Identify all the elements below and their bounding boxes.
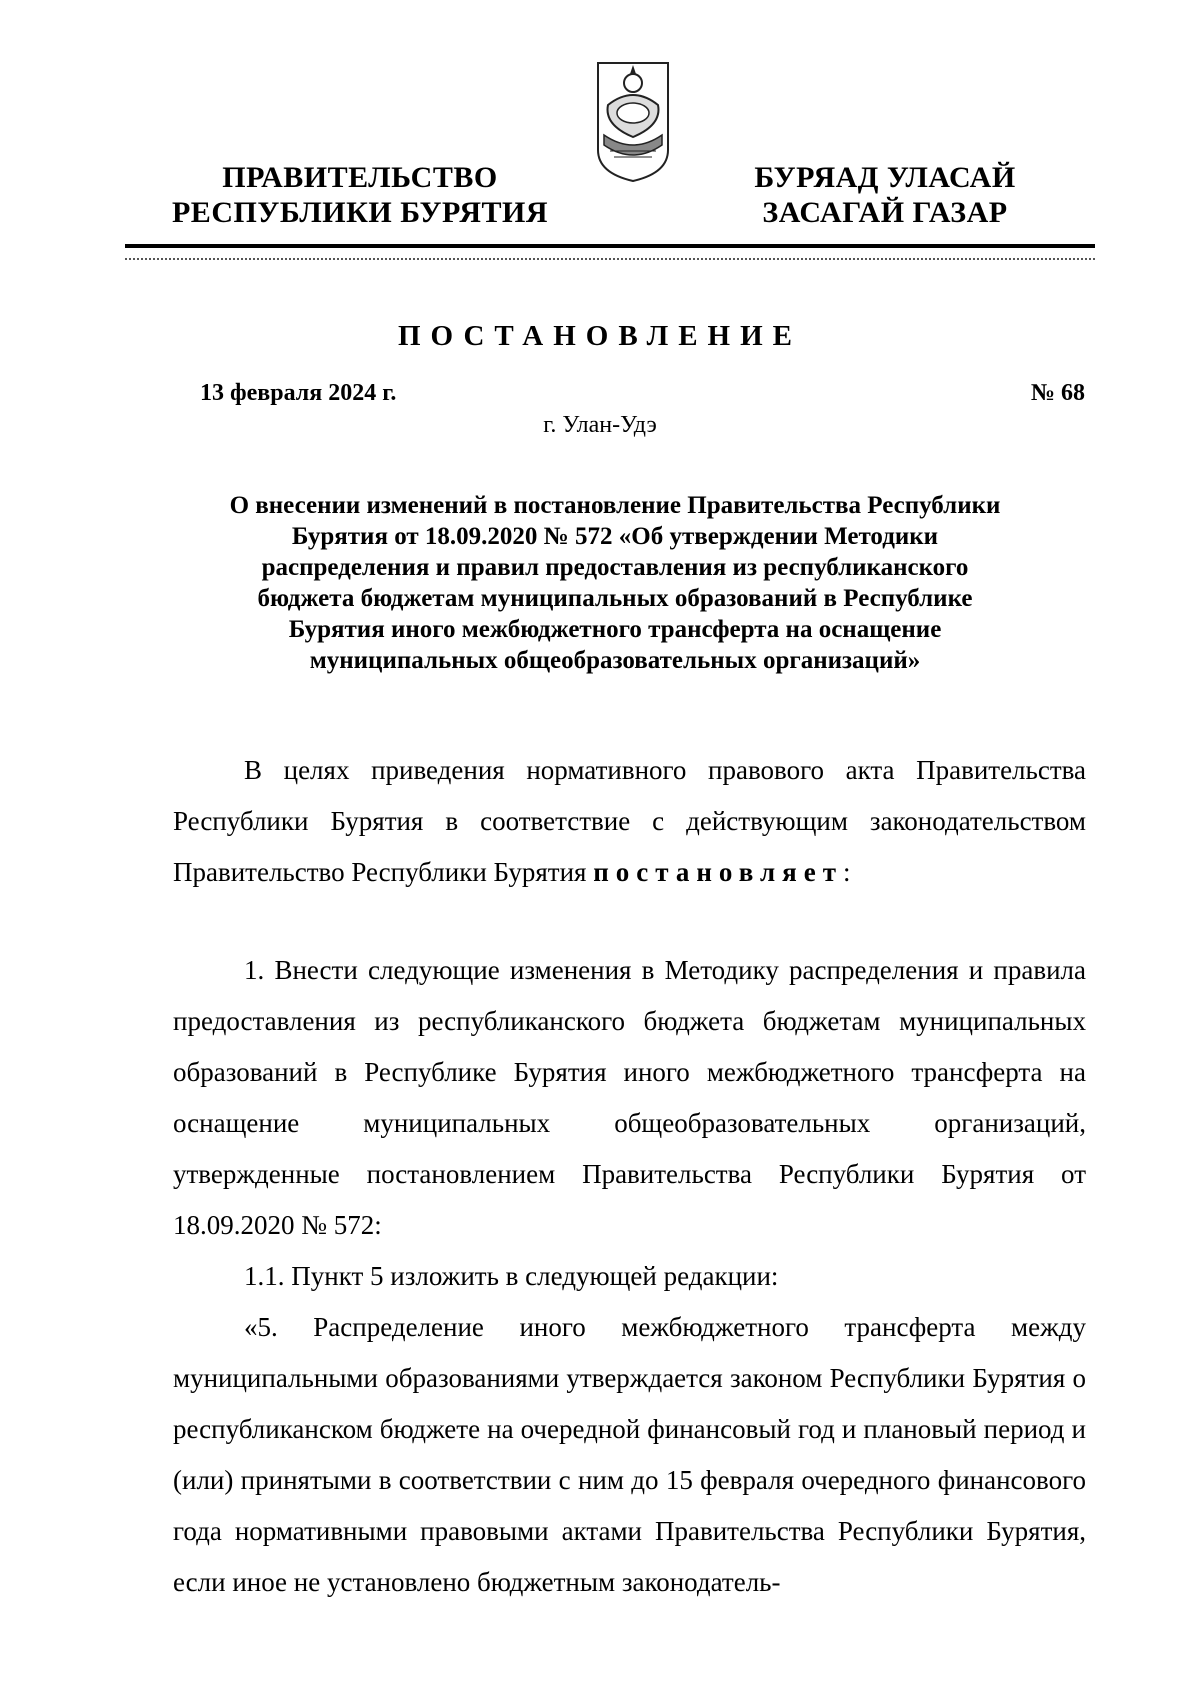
body-paragraph: 1.1. Пункт 5 изложить в следующей редакции: [244, 1261, 779, 1291]
document-number: № 68 [1030, 380, 1085, 406]
coat-of-arms-icon [590, 55, 676, 185]
body-paragraph: «5. Распределение иного межбюджетного трансферта между муниципальными образованиями утверждается законом Республики Бурятия о республиканском бюджете на очередной финансовый год и плановый период и (или) принятыми в соответствии с ним до 15 февраля очередного финансового года нормативными правовыми актами Правительства Республики Бурятия, если иное не установлено бюджетным законодатель- [173, 1312, 1086, 1597]
subject-line: распределения и правил предоставления из республиканского [261, 554, 969, 581]
subject-line: Бурятия иного межбюджетного трансферта на оснащение [288, 616, 942, 643]
document-body [173, 945, 1086, 1608]
document-type: ПОСТАНОВЛЕНИЕ [397, 320, 802, 352]
government-name-line1: ПРАВИТЕЛЬСТВО [222, 161, 498, 194]
subject-line: бюджета бюджетам муниципальных образований в Республике [257, 585, 973, 612]
government-name-bua [730, 160, 1040, 230]
decision-word: постановляет [593, 857, 843, 887]
subject-line: муниципальных общеобразовательных организаций» [309, 647, 921, 674]
header-divider [125, 244, 1095, 248]
document-subject [160, 490, 1070, 676]
document-city: г. Улан-Удэ [543, 412, 657, 438]
subject-line: О внесении изменений в постановление Правительства Республики [229, 492, 1001, 519]
government-name-bua-line2: ЗАСАГАЙ ГАЗАР [762, 196, 1008, 229]
preamble [173, 745, 1086, 898]
subject-line: Бурятия от 18.09.2020 № 572 «Об утверждении Методики [291, 523, 939, 550]
preamble-colon: : [842, 857, 851, 887]
preamble-text: В целях приведения нормативного правового акта Правительства Республики Бурятия в соответствие с действующим законодательством Правительство Республики Бурятия [173, 755, 1086, 887]
government-name-ru [170, 160, 550, 230]
government-name-line2: РЕСПУБЛИКИ БУРЯТИЯ [171, 196, 549, 229]
government-name-bua-line1: БУРЯАД УЛАСАЙ [754, 161, 1016, 194]
document-date: 13 февраля 2024 г. [200, 380, 397, 406]
preamble-paragraph [173, 745, 1086, 898]
body-paragraph: 1. Внести следующие изменения в Методику распределения и правила предоставления из республиканского бюджета бюджетам муниципальных образований в Республике Бурятия иного межбюджетного трансферта на оснащение муниципальных общеобразовательных организаций, утвержденные постановлением Правительства Республики Бурятия от 18.09.2020 № 572: [173, 955, 1086, 1240]
header-divider-dotted [125, 258, 1095, 260]
